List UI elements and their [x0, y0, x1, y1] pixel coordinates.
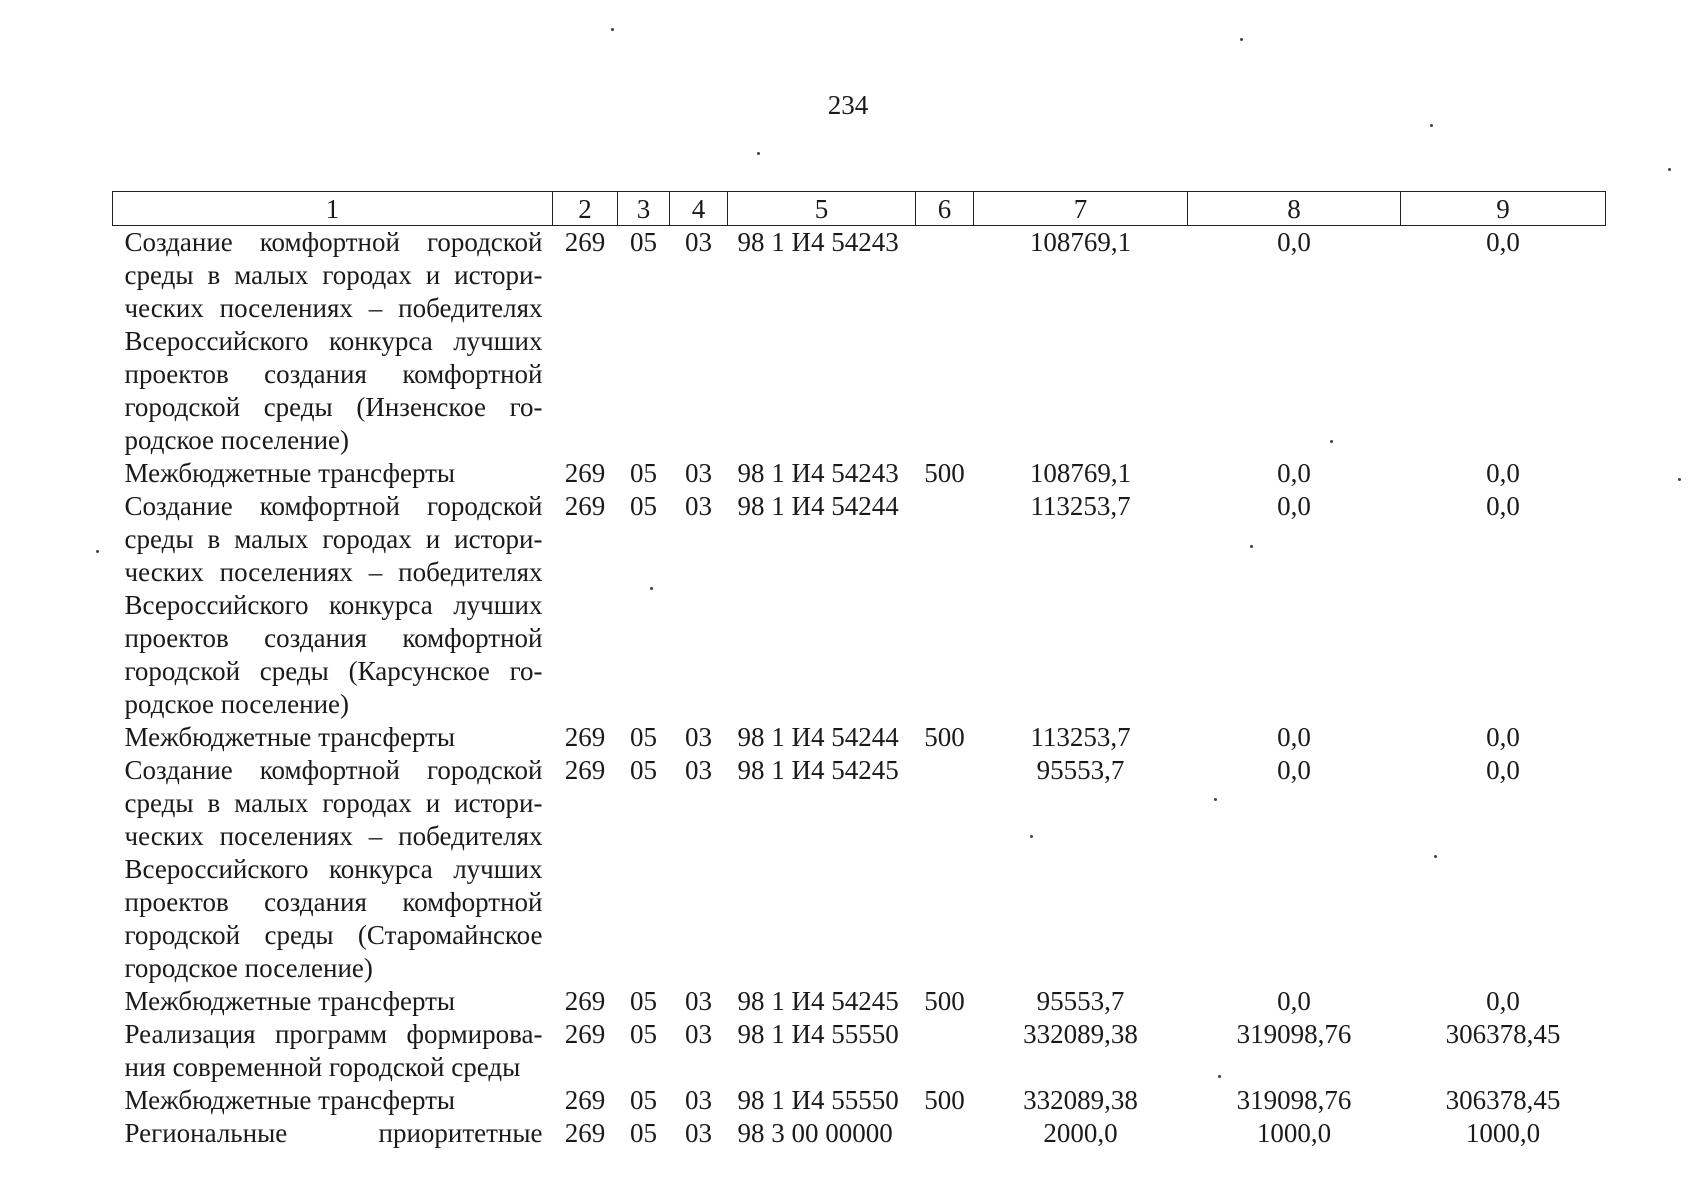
row-amount-3: 306378,45 — [1445, 1019, 1561, 1049]
row-name: Межбюджетные трансферты — [124, 458, 456, 488]
row-amount-3: 0,0 — [1486, 458, 1520, 488]
row-amount-1: 95553,7 — [1036, 986, 1125, 1016]
row-target-article: 98 1 И4 54244 — [737, 722, 899, 752]
row-target-article: 98 1 И4 54243 — [737, 227, 899, 257]
row-amount-1: 108769,1 — [1029, 227, 1132, 257]
row-expense-type: 500 — [924, 986, 965, 1016]
row-amount-3: 0,0 — [1486, 227, 1520, 257]
row-section-code: 05 — [630, 1118, 657, 1148]
header-col-2: 2 — [553, 192, 618, 226]
row-amount-2: 319098,76 — [1236, 1085, 1352, 1115]
header-col-9: 9 — [1401, 192, 1606, 226]
row-target-article: 98 1 И4 55550 — [737, 1085, 899, 1115]
row-subsection-code: 03 — [685, 986, 712, 1016]
table-row — [113, 1018, 1606, 1084]
scan-speck — [1240, 38, 1243, 41]
scan-speck — [1250, 545, 1253, 548]
scan-speck — [611, 28, 614, 31]
page-number: 234 — [827, 90, 869, 120]
row-target-article: 98 3 00 00000 — [737, 1118, 893, 1148]
row-amount-2: 0,0 — [1277, 491, 1311, 521]
table-row — [113, 985, 1606, 1018]
table-row — [113, 754, 1606, 985]
table-row — [113, 226, 1606, 458]
header-col-7: 7 — [974, 192, 1188, 226]
row-ministry-code: 269 — [564, 1085, 606, 1115]
row-expense-type — [916, 1117, 974, 1150]
row-amount-3: 1000,0 — [1465, 1118, 1541, 1148]
row-section-code: 05 — [630, 458, 657, 488]
header-col-6: 6 — [916, 192, 974, 226]
row-section-code: 05 — [630, 1085, 657, 1115]
row-ministry-code: 269 — [564, 227, 606, 257]
row-amount-2: 0,0 — [1277, 722, 1311, 752]
row-ministry-code: 269 — [564, 722, 606, 752]
row-subsection-code: 03 — [685, 722, 712, 752]
row-ministry-code: 269 — [564, 458, 606, 488]
header-row — [113, 192, 1606, 226]
row-subsection-code: 03 — [685, 458, 712, 488]
row-subsection-code: 03 — [685, 227, 712, 257]
row-expense-type — [916, 1018, 974, 1084]
row-expense-type — [916, 754, 974, 985]
header-col-8: 8 — [1188, 192, 1401, 226]
scan-speck — [1430, 124, 1433, 127]
row-amount-3: 0,0 — [1486, 755, 1520, 785]
row-section-code: 05 — [630, 986, 657, 1016]
header-col-1: 1 — [113, 192, 553, 226]
row-amount-3: 0,0 — [1486, 491, 1520, 521]
scan-speck — [96, 550, 99, 553]
row-name: Межбюджетные трансферты — [124, 986, 456, 1016]
table-row — [113, 490, 1606, 721]
row-ministry-code: 269 — [564, 1019, 606, 1049]
scan-speck — [1434, 855, 1437, 858]
budget-table — [112, 191, 1606, 1150]
scan-speck — [1330, 440, 1333, 443]
row-name: Региональные приоритетные — [124, 1118, 543, 1148]
row-ministry-code: 269 — [564, 491, 606, 521]
row-expense-type — [916, 490, 974, 721]
table-body — [113, 226, 1606, 1151]
table-row — [113, 457, 1606, 490]
header-col-3: 3 — [618, 192, 670, 226]
row-target-article: 98 1 И4 54245 — [737, 986, 899, 1016]
row-name: Создание комфортной городской среды в малых городах и исторических поселениях – победителях Всероссийского конкурса лучших проектов создания комфортной городской среды (Инзенское городское поселение) — [124, 227, 543, 455]
row-amount-1: 332089,38 — [1023, 1019, 1138, 1049]
row-amount-2: 0,0 — [1277, 227, 1311, 257]
row-section-code: 05 — [630, 491, 657, 521]
row-amount-1: 113253,7 — [1030, 722, 1131, 752]
row-expense-type: 500 — [924, 458, 965, 488]
row-target-article: 98 1 И4 55550 — [737, 1019, 899, 1049]
row-expense-type: 500 — [924, 722, 965, 752]
row-subsection-code: 03 — [685, 1085, 712, 1115]
row-name: Реализация программ формирования современной городской среды — [124, 1019, 543, 1082]
row-target-article: 98 1 И4 54245 — [737, 755, 899, 785]
row-amount-3: 0,0 — [1486, 722, 1520, 752]
row-section-code: 05 — [630, 755, 657, 785]
row-section-code: 05 — [630, 227, 657, 257]
row-target-article: 98 1 И4 54243 — [737, 458, 899, 488]
row-subsection-code: 03 — [685, 755, 712, 785]
scan-speck — [757, 152, 760, 155]
scan-speck — [1214, 798, 1217, 801]
row-section-code: 05 — [630, 722, 657, 752]
row-name: Межбюджетные трансферты — [124, 722, 456, 752]
row-amount-2: 0,0 — [1277, 458, 1311, 488]
row-expense-type — [916, 226, 974, 458]
row-amount-1: 2000,0 — [1043, 1118, 1118, 1148]
row-subsection-code: 03 — [685, 1019, 712, 1049]
scan-speck — [1218, 1075, 1221, 1078]
row-amount-3: 306378,45 — [1445, 1085, 1561, 1115]
row-ministry-code: 269 — [564, 1118, 606, 1148]
table-header — [113, 192, 1606, 226]
scan-speck — [1678, 478, 1681, 481]
row-amount-2: 319098,76 — [1236, 1019, 1352, 1049]
header-col-5: 5 — [728, 192, 916, 226]
table-row — [113, 721, 1606, 754]
table-row — [113, 1117, 1606, 1150]
scan-speck — [650, 587, 653, 590]
row-amount-1: 113253,7 — [1030, 491, 1131, 521]
row-section-code: 05 — [630, 1019, 657, 1049]
row-subsection-code: 03 — [685, 491, 712, 521]
row-name: Создание комфортной городской среды в малых городах и исторических поселениях – победителях Всероссийского конкурса лучших проектов создания комфортной городской среды (Старомайнское городское поселение) — [124, 755, 543, 983]
row-target-article: 98 1 И4 54244 — [737, 491, 899, 521]
scan-speck — [1668, 168, 1671, 171]
row-amount-2: 0,0 — [1277, 986, 1311, 1016]
row-amount-2: 1000,0 — [1256, 1118, 1332, 1148]
row-name: Межбюджетные трансферты — [124, 1085, 456, 1115]
scan-speck — [1030, 835, 1033, 838]
row-amount-2: 0,0 — [1277, 755, 1311, 785]
row-amount-1: 332089,38 — [1023, 1085, 1138, 1115]
row-subsection-code: 03 — [685, 1118, 712, 1148]
row-amount-1: 95553,7 — [1036, 755, 1125, 785]
row-name: Создание комфортной городской среды в малых городах и исторических поселениях – победителях Всероссийского конкурса лучших проектов создания комфортной городской среды (Карсунское городское поселение) — [124, 491, 543, 719]
row-amount-3: 0,0 — [1486, 986, 1520, 1016]
row-ministry-code: 269 — [564, 986, 606, 1016]
header-col-4: 4 — [670, 192, 728, 226]
row-expense-type: 500 — [924, 1085, 965, 1115]
table-row — [113, 1084, 1606, 1117]
row-amount-1: 108769,1 — [1029, 458, 1132, 488]
row-ministry-code: 269 — [564, 755, 606, 785]
